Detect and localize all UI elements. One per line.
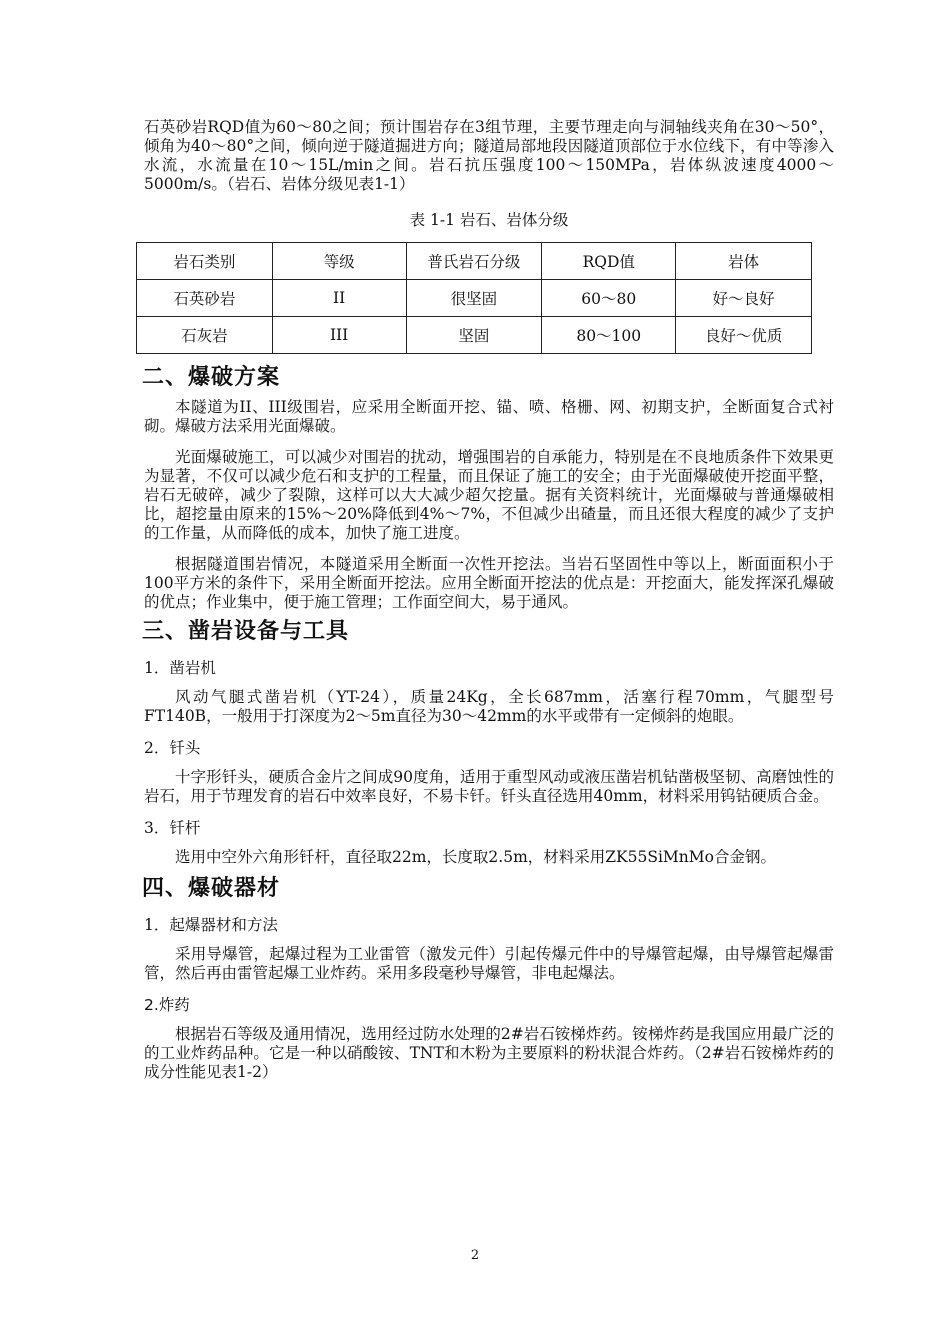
table-caption: 表 1-1 岩石、岩体分级 bbox=[409, 211, 569, 229]
table-header-cell: 普氏岩石分级 bbox=[406, 243, 542, 280]
paragraph: 本隧道为II、III级围岩，应采用全断面开挖、锚、喷、格栅、网、初期支护，全断面复合式衬砌。爆破方法采用光面爆破。 bbox=[144, 398, 834, 435]
table-cell: 80～100 bbox=[542, 317, 676, 354]
table-header-cell: 岩石类别 bbox=[137, 243, 273, 280]
table-cell: 石英砂岩 bbox=[137, 280, 273, 317]
table-cell: 好～良好 bbox=[676, 280, 812, 317]
section-heading-blasting-materials: 四、爆破器材 bbox=[142, 876, 281, 901]
table-cell: 良好～优质 bbox=[676, 317, 812, 354]
paragraph: 根据隧道围岩情况，本隧道采用全断面一次性开挖法。当岩石坚固性中等以上，断面面积小于100平方米的条件下，采用全断面开挖法。应用全断面开挖法的优点是：开挖面大，能发挥深孔爆破的优点；作业集中，便于施工管理；工作面空间大，易于通风。 bbox=[144, 555, 834, 611]
page-number: 2 bbox=[470, 1248, 480, 1263]
table-cell: 很坚固 bbox=[406, 280, 542, 317]
table-cell: 坚固 bbox=[406, 317, 542, 354]
paragraph: 选用中空外六角形钎杆，直径取22m，长度取2.5m，材料采用ZK55SiMnMo合金钢。 bbox=[175, 848, 776, 866]
paragraph: 十字形钎头，硬质合金片之间成90度角，适用于重型风动或液压凿岩机钻凿极坚韧、高磨蚀性的岩石，用于节理发育的岩石中效率良好，不易卡钎。钎头直径选用40mm，材料采用钨钴硬质合金。 bbox=[144, 768, 834, 805]
table-cell: 石灰岩 bbox=[137, 317, 273, 354]
paragraph: 采用导爆管，起爆过程为工业雷管（激发元件）引起传爆元件中的导爆管起爆，由导爆管起爆雷管，然后再由雷管起爆工业炸药。采用多段毫秒导爆管，非电起爆法。 bbox=[144, 945, 834, 982]
paragraph: 光面爆破施工，可以减少对围岩的扰动，增强围岩的自承能力，特别是在不良地质条件下效果更为显著，不仅可以减少危石和支护的工程量，而且保证了施工的安全；由于光面爆破使开挖面平整，岩石无破碎，减少了裂隙，这样可以大大减少超欠挖量。据有关资料统计，光面爆破与普通爆破相比，超挖量由原来的15%～20%降低到4%～7%，不但减少出碴量，而且还很大程度的减少了支护的工作量，从而降低的成本，加快了施工进度。 bbox=[144, 448, 834, 542]
table-header-cell: RQD值 bbox=[542, 243, 676, 280]
item-title: 2．钎头 bbox=[144, 739, 201, 757]
item-title: 3．钎杆 bbox=[144, 819, 201, 837]
item-title: 1．凿岩机 bbox=[144, 659, 216, 677]
section-heading-drilling-equipment: 三、凿岩设备与工具 bbox=[142, 619, 350, 644]
page-content bbox=[144, 118, 834, 1082]
table-cell: 60～80 bbox=[542, 280, 676, 317]
item-title: 1．起爆器材和方法 bbox=[144, 916, 278, 934]
rock-classification-table bbox=[136, 242, 812, 354]
paragraph: 风动气腿式凿岩机（YT-24），质量24Kg，全长687mm，活塞行程70mm，气腿型号FT140B，一般用于打深度为2～5m直径为30～42mm的水平或带有一定倾斜的炮眼。 bbox=[144, 688, 834, 725]
table-header-cell: 岩体 bbox=[676, 243, 812, 280]
intro-paragraph: 石英砂岩RQD值为60～80之间；预计围岩存在3组节理，主要节理走向与洞轴线夹角在30～50°，倾角为40～80°之间，倾向逆于隧道掘进方向；隧道局部地段因隧道顶部位于水位线下，有中等渗入水流，水流量在10～15L/min之间。岩石抗压强度100～150MPa，岩体纵波速度4000～5000m/s。（岩石、岩体分级见表1-1） bbox=[144, 118, 834, 193]
table-cell: II bbox=[272, 280, 406, 317]
table-header-row bbox=[137, 243, 812, 280]
section-heading-blasting-plan: 二、爆破方案 bbox=[142, 365, 281, 390]
table-cell: III bbox=[272, 317, 406, 354]
item-title: 2.炸药 bbox=[144, 996, 190, 1014]
paragraph: 根据岩石等级及通用情况，选用经过防水处理的2#岩石铵梯炸药。铵梯炸药是我国应用最广泛的的工业炸药品种。它是一种以硝酸铵、TNT和木粉为主要原料的粉状混合炸药。（2#岩石铵梯炸药的成分性能见表1-2） bbox=[144, 1025, 834, 1081]
table-row bbox=[137, 280, 812, 317]
table-row bbox=[137, 317, 812, 354]
table-header-cell: 等级 bbox=[272, 243, 406, 280]
